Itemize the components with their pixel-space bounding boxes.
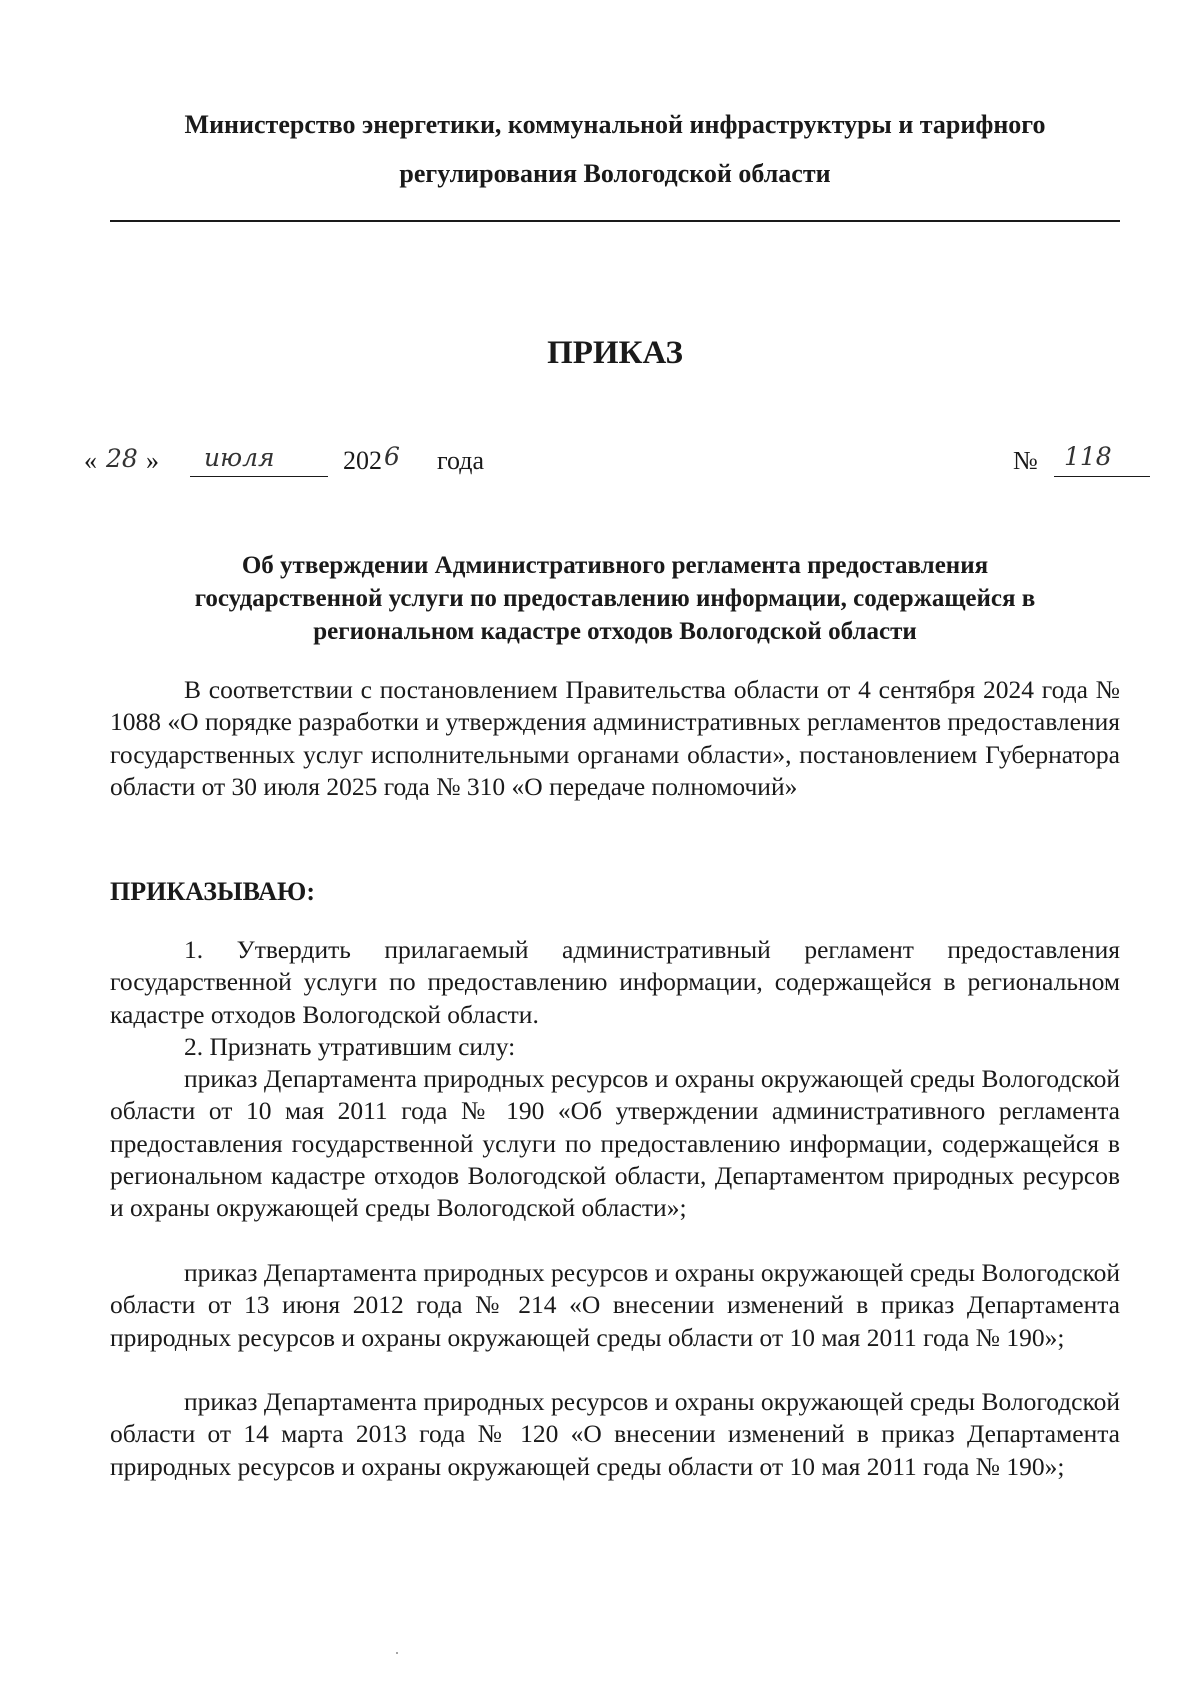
header-divider [110, 220, 1120, 222]
date-year-word: года [437, 446, 485, 475]
ministry-name-line1: Министерство энергетики, коммунальной инфраструктуры и тарифного [184, 110, 1046, 139]
number-underline [1054, 476, 1150, 477]
document-type-title: ПРИКАЗ [547, 335, 683, 371]
item-1-paragraph: 1. Утвердить прилагаемый административный регламент предоставления государственной услуги по предоставлению информации, содержащейся в региональном кадастре отходов Вологодской области. [110, 935, 1120, 1029]
date-number-line [84, 442, 1164, 486]
date-month-handwritten: июля [204, 443, 275, 472]
preamble-paragraph: В соответствии с постановлением Правительства области от 4 сентября 2024 года № 1088 «О порядке разработки и утверждения административных регламентов предоставления государственных услуг исполнительными органами области», постановлением Губернатора области от 30 июля 2025 года № 310 «О передаче полномочий» [110, 675, 1120, 801]
item-2-paragraph: 2. Признать утратившим силу: [184, 1032, 516, 1061]
subject-line3: региональном кадастре отходов Вологодской области [313, 618, 917, 645]
date-open-quote: « [84, 446, 97, 475]
date-year-digit-handwritten: 6 [384, 442, 400, 471]
repealed-order-1: приказ Департамента природных ресурсов и охраны окружающей среды Вологодской области от 10 мая 2011 года № 190 «Об утверждении административного регламента предоставления государственной услуги по предоставлению информации, содержащейся в региональном кадастре отходов Вологодской области, Департаментом природных ресурсов и охраны окружающей среды Вологодской области»; [110, 1064, 1120, 1223]
ministry-name-line2: регулирования Вологодской области [399, 159, 831, 188]
date-close-quote: » [146, 446, 159, 475]
scan-speck [396, 1652, 398, 1654]
subject-line1: Об утверждении Административного регламента предоставления [241, 552, 989, 579]
document-number-handwritten: 118 [1064, 442, 1112, 471]
date-year-printed: 202 [343, 446, 382, 475]
number-sign: № [1013, 446, 1038, 475]
date-day-handwritten: 28 [106, 444, 138, 473]
repealed-order-3: приказ Департамента природных ресурсов и охраны окружающей среды Вологодской области от 14 марта 2013 года № 120 «О внесении изменений в приказ Департамента природных ресурсов и охраны окружающей среды области от 10 мая 2011 года № 190»; [110, 1387, 1120, 1481]
order-word: ПРИКАЗЫВАЮ: [110, 877, 315, 906]
repealed-order-2: приказ Департамента природных ресурсов и охраны окружающей среды Вологодской области от 13 июня 2012 года № 214 «О внесении изменений в приказ Департамента природных ресурсов и охраны окружающей среды области от 10 мая 2011 года № 190»; [110, 1258, 1120, 1352]
month-underline [190, 476, 328, 477]
subject-line2: государственной услуги по предоставлению информации, содержащейся в [194, 585, 1036, 612]
